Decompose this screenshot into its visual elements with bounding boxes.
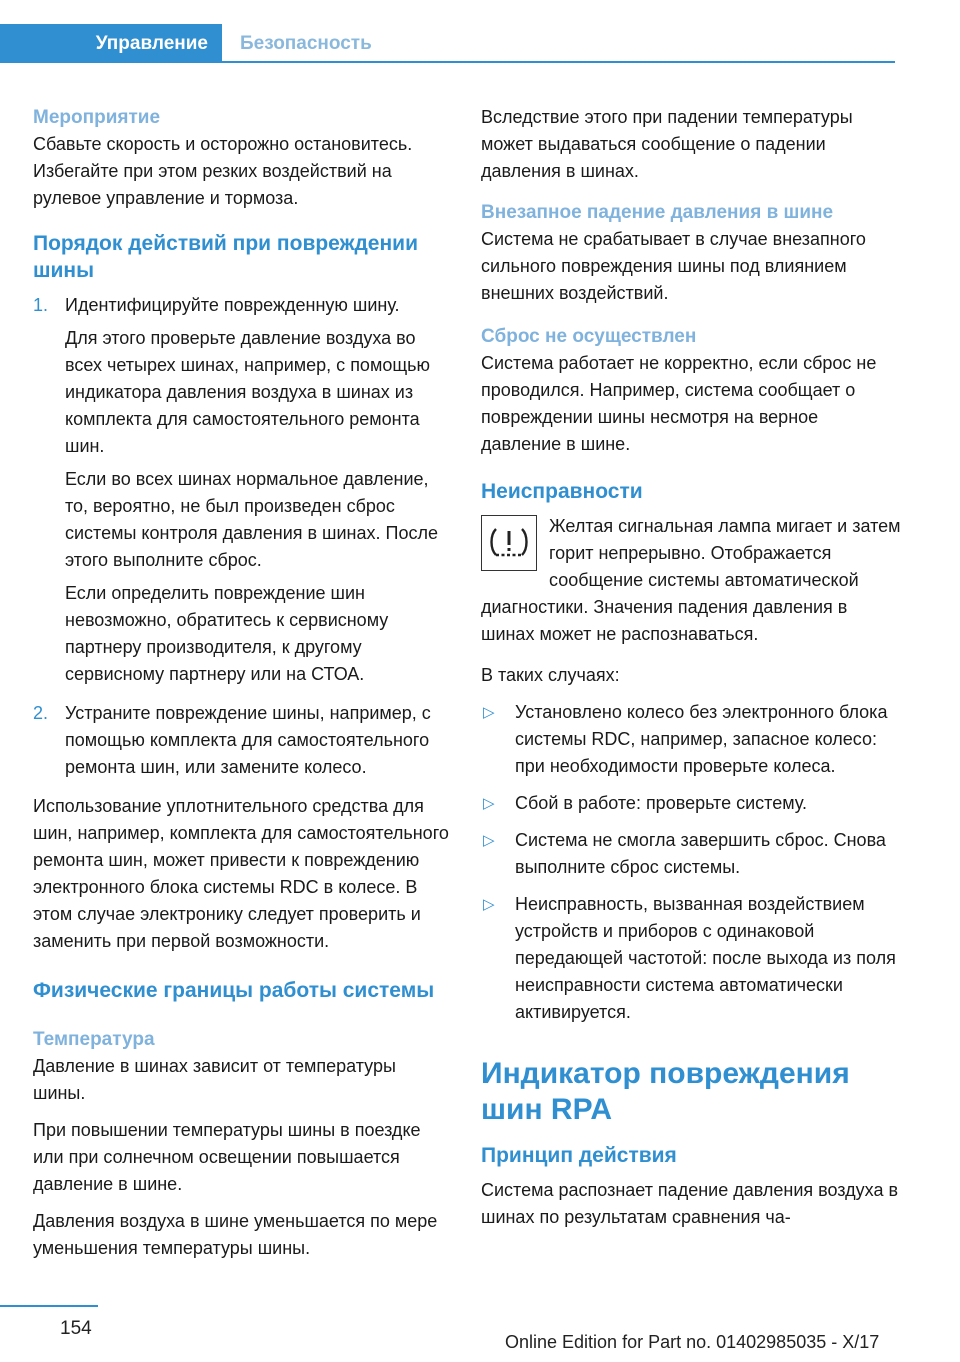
right-column: [481, 104, 901, 1241]
temperature-text: Давления воздуха в шине уменьшается по мере уменьшения температуры шины.: [33, 1211, 438, 1258]
triangle-right-icon: ▷: [483, 896, 495, 913]
limits-heading: Физические границы работы системы: [33, 979, 435, 1002]
step-text: Если определить повреждение шин невозможно, обратитесь к сервисному партнеру производителя, к другому сервисному партнеру или на СТОА.: [65, 583, 389, 684]
step-number: 1.: [33, 295, 49, 315]
case-text: Система не смогла завершить сброс. Снова выполните сброс системы.: [515, 830, 886, 877]
step-item-1: [33, 292, 451, 694]
tab-safety-label: Безопасность: [240, 32, 372, 54]
temperature-text: Давление в шинах зависит от температуры шины.: [33, 1056, 396, 1103]
header-rule: [0, 61, 895, 63]
triangle-right-icon: ▷: [483, 832, 495, 849]
tab-safety[interactable]: [240, 24, 372, 63]
cases-intro: В таких случаях:: [481, 665, 620, 685]
principle-heading: Принцип действия: [481, 1144, 677, 1167]
case-item: [481, 790, 901, 817]
intro-text: Вследствие этого при падении температуры может выдаваться сообщение о падении давления в шинах.: [481, 107, 853, 181]
step-number: 2.: [33, 703, 49, 723]
tire-pressure-warning-icon: [481, 515, 537, 571]
principle-text: Система распознает падение давления воздуха в шинах по результатам сравнения ча-: [481, 1180, 899, 1227]
footer-rule: [0, 1305, 98, 1307]
step-item-2: [33, 700, 451, 787]
page-number: 154: [60, 1318, 92, 1339]
measure-text: Сбавьте скорость и осторожно остановитесь. Избегайте при этом резких воздействий на рулевое управление и тормоза.: [33, 134, 413, 208]
case-text: Сбой в работе: проверьте систему.: [515, 793, 807, 813]
faults-heading: Неисправности: [481, 480, 643, 503]
sudden-drop-text: Система не срабатывает в случае внезапного сильного повреждения шины под влиянием внешних воздействий.: [481, 229, 866, 303]
reset-title: Сброс не осуществлен: [481, 326, 697, 347]
triangle-right-icon: ▷: [483, 704, 495, 721]
measure-title: Мероприятие: [33, 107, 161, 128]
sealant-text: Использование уплотнительного средства для шин, например, комплекта для самостоятельного ремонта шин, может привести к повреждению электронного блока системы RDC в колесе. В этом случае электронику следует проверить и заменить при первой возможности.: [33, 796, 449, 951]
step-text: Идентифицируйте поврежденную шину.: [65, 295, 400, 315]
step-text: Если во всех шинах нормальное давление, то, вероятно, не был произведен сброс системы контроля давления в шинах. После этого выполните сброс.: [65, 469, 438, 570]
triangle-right-icon: ▷: [483, 795, 495, 812]
reset-text: Система работает не корректно, если сброс не проводился. Например, система сообщает о повреждении шины несмотря на верное давление в шине.: [481, 353, 877, 454]
temperature-text: При повышении температуры шины в поездке или при солнечном освещении повышается давление в шине.: [33, 1120, 421, 1194]
edition-note: Online Edition for Part no. 01402985035 - X/17: [505, 1332, 880, 1352]
faults-text: Желтая сигнальная лампа мигает и затем горит непрерывно. Отображается сообщение системы автоматической диагностики. Значения падения давления в шинах может не распознаваться.: [481, 516, 901, 644]
left-column: [33, 104, 451, 1272]
case-item: [481, 699, 901, 780]
case-item: [481, 827, 901, 881]
case-text: Неисправность, вызванная воздействием устройств и приборов с одинаковой передающей частотой: после выхода из поля неисправности система автоматически активируется.: [515, 894, 896, 1022]
faults-block: [481, 513, 901, 648]
temperature-title: Температура: [33, 1029, 155, 1050]
damage-heading: Порядок действий при повреждении шины: [33, 232, 418, 282]
case-item: [481, 891, 901, 1026]
sudden-drop-title: Внезапное падение давления в шине: [481, 202, 834, 223]
tab-controls-label: Управление: [95, 32, 208, 54]
tab-controls[interactable]: [0, 24, 222, 63]
step-text: Для этого проверьте давление воздуха во всех четырех шинах, например, с помощью индикатора давления воздуха в шинах из комплекта для самостоятельного ремонта шин.: [65, 328, 431, 456]
rpa-heading: Индикатор повреждения шин RPA: [481, 1057, 850, 1126]
case-text: Установлено колесо без электронного блока системы RDC, например, запасное колесо: при необходимости проверьте колеса.: [515, 702, 888, 776]
step-text: Устраните повреждение шины, например, с помощью комплекта для самостоятельного ремонта шин, или замените колесо.: [65, 703, 431, 777]
